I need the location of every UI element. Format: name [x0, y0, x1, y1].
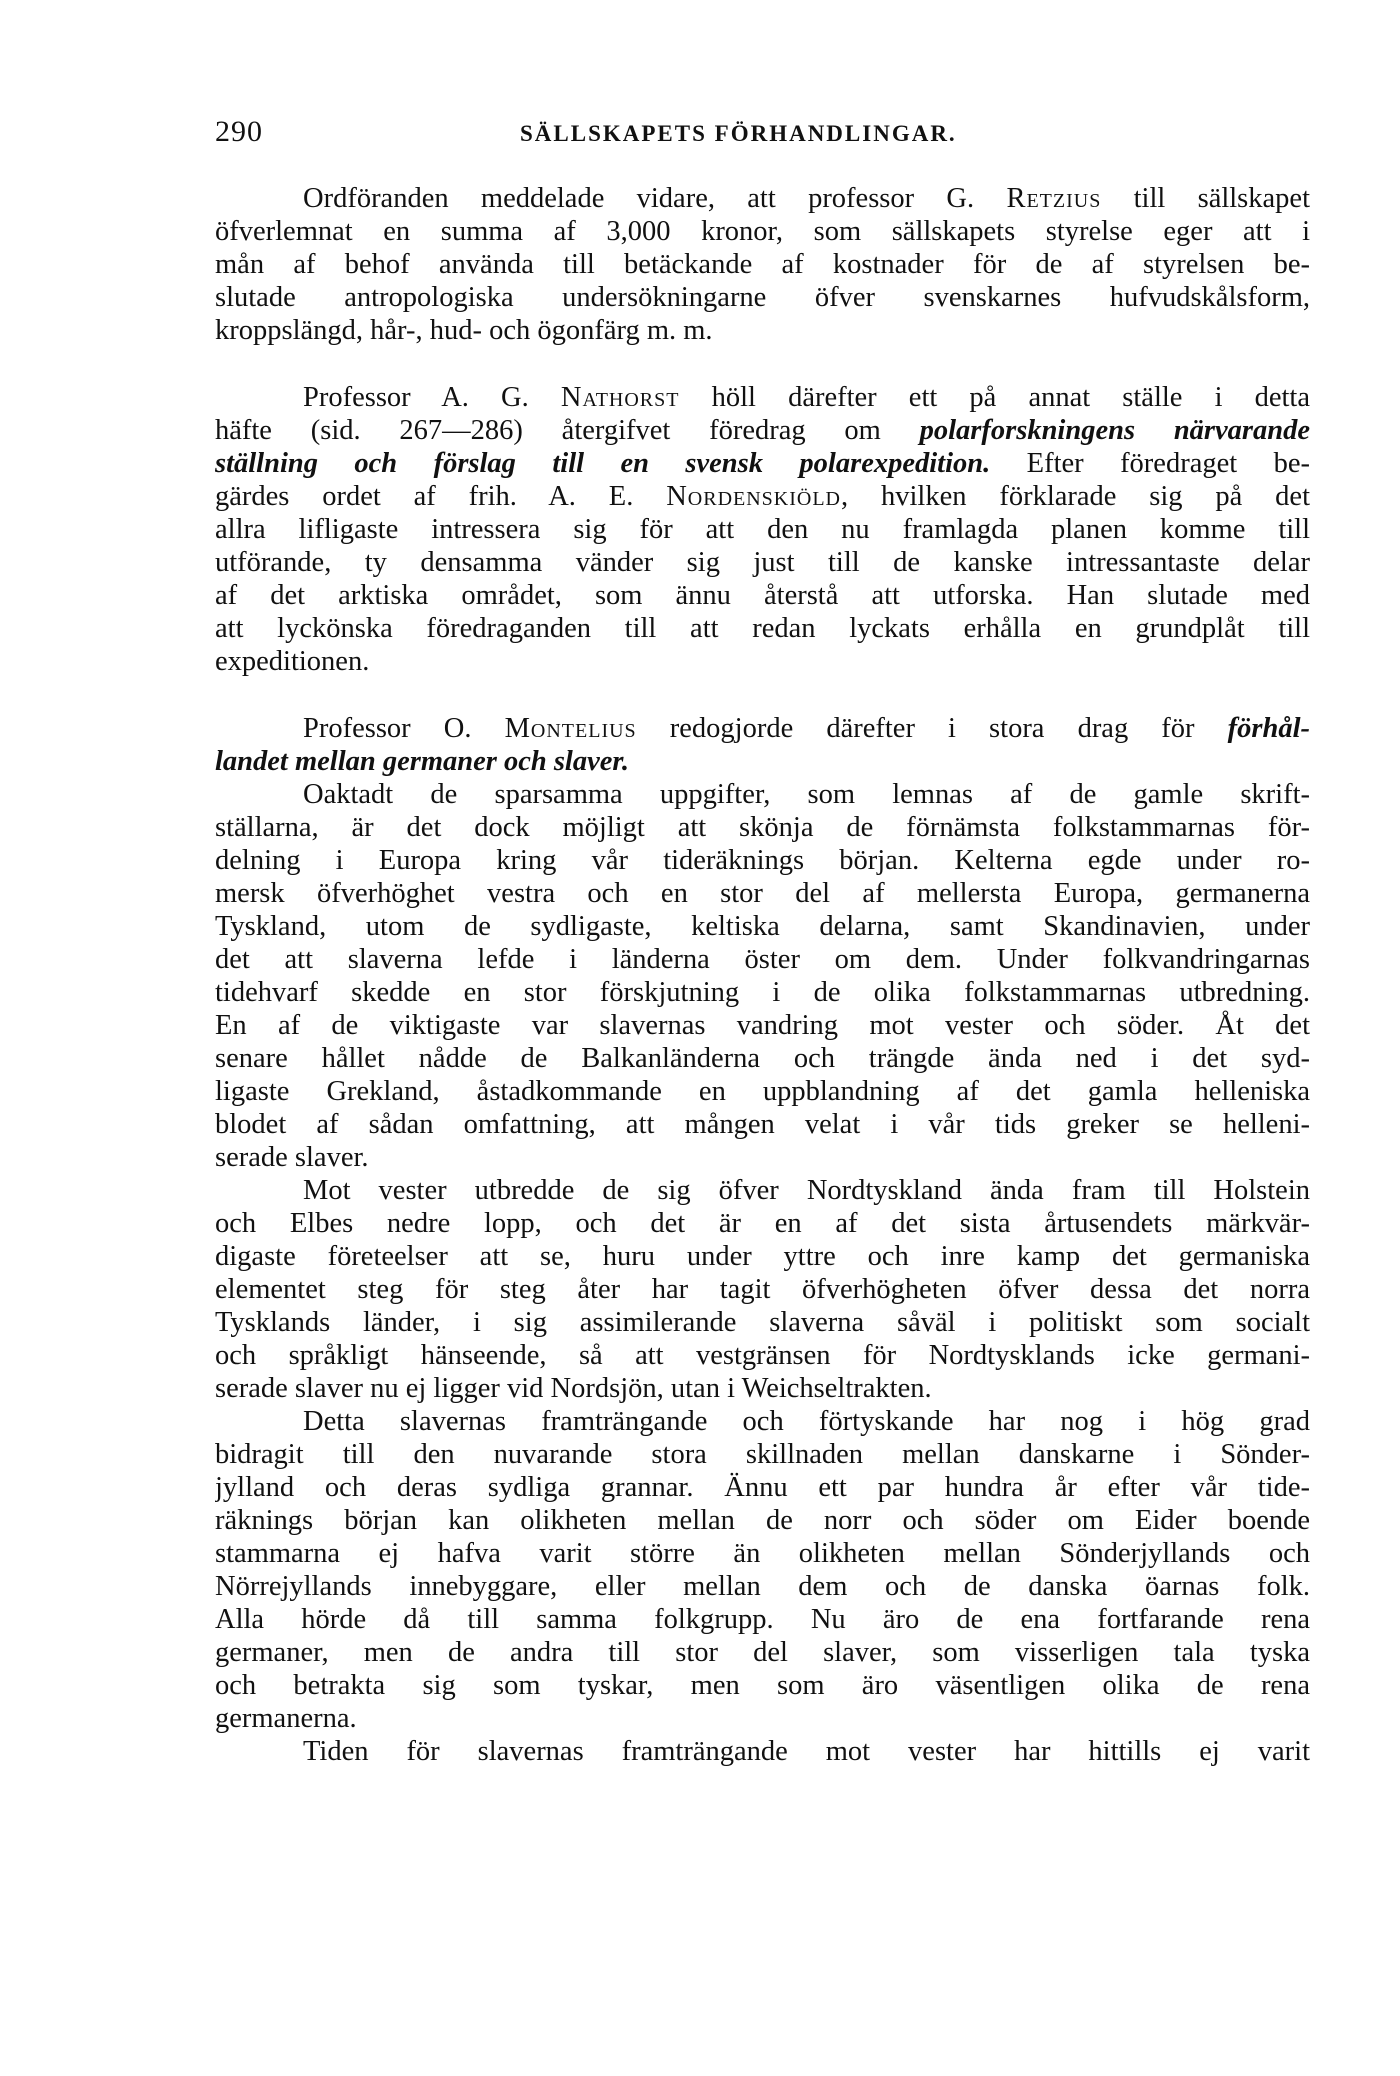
text-line	[215, 1306, 1310, 1339]
text-line	[215, 1438, 1310, 1471]
paragraph	[215, 1735, 1310, 1768]
text-line	[215, 1042, 1310, 1075]
name-smallcaps: Nordenskiöld	[666, 481, 842, 512]
text-line	[215, 1537, 1310, 1570]
paragraph	[215, 381, 1310, 678]
title-italic: ställning och förslag till en svensk polarexpedition.	[215, 448, 991, 479]
text-line	[215, 1735, 1310, 1768]
text-line	[215, 1405, 1310, 1438]
text-run: tidehvarf skedde en stor förskjutning i de olika folkstammarnas utbredning.	[215, 977, 1310, 1008]
text-run: delning i Europa kring vår tideräknings början. Kelterna egde under ro-	[215, 845, 1310, 876]
text-run: och betrakta sig som tyskar, men som äro väsentligen olika de rena	[215, 1670, 1310, 1701]
name-smallcaps: Retzius	[1006, 183, 1102, 214]
paragraph	[215, 712, 1310, 778]
text-run: En af de viktigaste var slavernas vandring mot vester och söder. Åt det	[215, 1010, 1310, 1041]
text-run: Tiden för slavernas framträngande mot vester har hittills ej varit	[303, 1736, 1310, 1767]
text-run: digaste företeelser att se, huru under yttre och inre kamp det germaniska	[215, 1241, 1310, 1272]
text-line	[215, 1207, 1310, 1240]
name-smallcaps: Nathorst	[560, 382, 680, 413]
text-line	[215, 1108, 1310, 1141]
paragraph-gap	[215, 678, 1310, 712]
text-line	[215, 281, 1310, 314]
text-run: och språkligt hänseende, så att vestgränsen för Nordtysklands icke germani-	[215, 1340, 1310, 1371]
text-run: af det arktiska området, som ännu återstå att utforska. Han slutade med	[215, 580, 1310, 611]
text-line	[215, 1471, 1310, 1504]
text-line	[215, 1174, 1310, 1207]
text-run: ligaste Grekland, åstadkommande en uppblandning af det gamla helleniska	[215, 1076, 1310, 1107]
text-run: ställarna, är det dock möjligt att skönja de förnämsta folkstammarnas för-	[215, 812, 1310, 843]
text-run: kroppslängd, hår-, hud- och ögonfärg m. m.	[215, 315, 713, 346]
text-run: allra lifligaste intressera sig för att den nu framlagda planen komme till	[215, 514, 1310, 545]
text-line	[215, 513, 1310, 546]
text-line	[215, 546, 1310, 579]
text-line	[215, 877, 1310, 910]
text-line	[215, 314, 1310, 347]
name-smallcaps: Montelius	[504, 713, 637, 744]
text-run: jylland och deras sydliga grannar. Ännu ett par hundra år efter vår tide-	[215, 1472, 1310, 1503]
text-run: Alla hörde då till samma folkgrupp. Nu äro de ena fortfarande rena	[215, 1604, 1310, 1635]
text-line	[215, 844, 1310, 877]
page-header	[215, 115, 1305, 155]
text-line	[215, 579, 1310, 612]
text-line	[215, 1603, 1310, 1636]
text-run: räknings början kan olikheten mellan de norr och söder om Eider boende	[215, 1505, 1310, 1536]
text-line	[215, 182, 1310, 215]
text-line	[215, 1702, 1310, 1735]
paragraph	[215, 778, 1310, 1174]
text-run: Detta slavernas framträngande och förtyskande har nog i hög grad	[303, 1406, 1310, 1437]
text-run: Mot vester utbredde de sig öfver Nordtyskland ända fram till Holstein	[303, 1175, 1310, 1206]
text-line	[215, 1141, 1310, 1174]
paragraph	[215, 182, 1310, 347]
text-run: germanerna.	[215, 1703, 357, 1734]
text-line	[215, 910, 1310, 943]
text-run: Efter föredraget be-	[990, 448, 1310, 479]
text-line	[215, 778, 1310, 811]
text-run: Professor A. G.	[303, 382, 561, 413]
text-line	[215, 248, 1310, 281]
text-line	[215, 215, 1310, 248]
title-italic: förhål-	[1227, 713, 1310, 744]
text-run: Professor O.	[303, 713, 505, 744]
text-line	[215, 645, 1310, 678]
text-run: till sällskapet	[1101, 183, 1310, 214]
text-line	[215, 1075, 1310, 1108]
paragraph	[215, 1174, 1310, 1405]
text-line	[215, 943, 1310, 976]
text-run: bidragit till den nuvarande stora skillnaden mellan danskarne i Sönder-	[215, 1439, 1310, 1470]
title-italic: polarforskningens närvarande	[919, 415, 1310, 446]
text-run: germaner, men de andra till stor del slaver, som visserligen tala tyska	[215, 1637, 1310, 1668]
text-run: blodet af sådan omfattning, att mången velat i vår tids greker se helleni-	[215, 1109, 1310, 1140]
text-line	[215, 480, 1310, 513]
text-run: öfverlemnat en summa af 3,000 kronor, som sällskapets styrelse eger att i	[215, 216, 1310, 247]
text-run: mersk öfverhöghet vestra och en stor del af mellersta Europa, germanerna	[215, 878, 1310, 909]
text-run: gärdes ordet af frih. A. E.	[215, 481, 667, 512]
text-line	[215, 745, 1310, 778]
text-run: mån af behof använda till betäckande af kostnader för de af styrelsen be-	[215, 249, 1310, 280]
text-run: det att slaverna lefde i länderna öster om dem. Under folkvandringarnas	[215, 944, 1310, 975]
text-line	[215, 1240, 1310, 1273]
text-run: elementet steg för steg åter har tagit öfverhögheten öfver dessa det norra	[215, 1274, 1310, 1305]
text-line	[215, 1372, 1310, 1405]
text-run: Ordföranden meddelade vidare, att professor G.	[303, 183, 1007, 214]
paragraph-gap	[215, 347, 1310, 381]
text-line	[215, 1339, 1310, 1372]
text-line	[215, 1009, 1310, 1042]
text-run: serade slaver.	[215, 1142, 369, 1173]
text-run: , hvilken förklarade sig på det	[841, 481, 1310, 512]
text-line	[215, 447, 1310, 480]
text-run: Oaktadt de sparsamma uppgifter, som lemnas af de gamle skrift-	[303, 779, 1310, 810]
text-run: expeditionen.	[215, 646, 370, 677]
page-number: 290	[215, 115, 263, 148]
paragraph	[215, 1405, 1310, 1735]
body-text	[215, 182, 1310, 1768]
text-line	[215, 1669, 1310, 1702]
text-line	[215, 1636, 1310, 1669]
text-run: senare hållet nådde de Balkanländerna och trängde ända ned i det syd-	[215, 1043, 1310, 1074]
text-line	[215, 811, 1310, 844]
text-run: Tyskland, utom de sydligaste, keltiska delarna, samt Skandinavien, under	[215, 911, 1310, 942]
text-line	[215, 712, 1310, 745]
text-line	[215, 612, 1310, 645]
text-run: höll därefter ett på annat ställe i detta	[679, 382, 1310, 413]
text-run: redogjorde därefter i stora drag för	[636, 713, 1228, 744]
text-run: Nörrejyllands innebyggare, eller mellan dem och de danska öarnas folk.	[215, 1571, 1310, 1602]
title-italic: landet mellan germaner och slaver.	[215, 746, 630, 777]
text-run: och Elbes nedre lopp, och det är en af det sista årtusendets märkvär-	[215, 1208, 1310, 1239]
text-line	[215, 381, 1310, 414]
running-title: SÄLLSKAPETS FÖRHANDLINGAR.	[520, 121, 957, 146]
text-line	[215, 976, 1310, 1009]
text-line	[215, 1570, 1310, 1603]
text-run: stammarna ej hafva varit större än olikheten mellan Sönderjyllands och	[215, 1538, 1310, 1569]
text-line	[215, 414, 1310, 447]
text-run: häfte (sid. 267—286) återgifvet föredrag om	[215, 415, 920, 446]
text-run: serade slaver nu ej ligger vid Nordsjön, utan i Weichseltrakten.	[215, 1373, 932, 1404]
text-line	[215, 1504, 1310, 1537]
text-run: Tysklands länder, i sig assimilerande slaverna såväl i politiskt som socialt	[215, 1307, 1310, 1338]
text-run: utförande, ty densamma vänder sig just till de kanske intressantaste delar	[215, 547, 1310, 578]
text-run: slutade antropologiska undersökningarne öfver svenskarnes hufvudskålsform,	[215, 282, 1310, 313]
text-run: att lyckönska föredraganden till att redan lyckats erhålla en grundplåt till	[215, 613, 1310, 644]
text-line	[215, 1273, 1310, 1306]
